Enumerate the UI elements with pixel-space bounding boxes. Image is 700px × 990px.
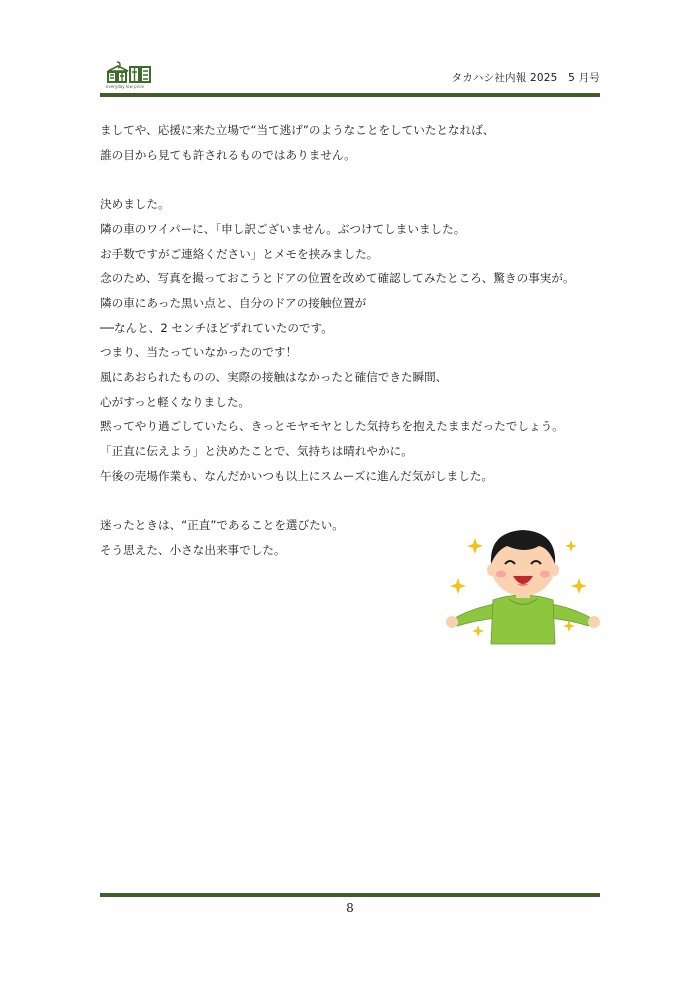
body-blank-line [100,167,605,192]
happy-man-illustration [443,520,603,650]
body-line: 午後の売場作業も、なんだかいつも以上にスムーズに進んだ気がしました。 [100,468,494,483]
body-line: 念のため、写真を撮っておこうとドアの位置を改めて確認してみたところ、驚きの事実が。 [100,271,575,286]
body-line: そう思えた、小さな出来事でした。 [100,542,286,557]
body-line: 隣の車にあった黒い点と、自分のドアの接触位置が [100,295,367,310]
page-number: 8 [346,901,354,915]
article-body [100,118,605,563]
body-line: 風にあおられたものの、実際の接触はなかったと確信できた瞬間、 [100,370,448,385]
body-line: ましてや、応援に来た立場で“当て逃げ”のようなことをしていたとなれば、 [100,123,495,137]
body-line: 黙ってやり過ごしていたら、きっとモヤモヤとした気持ちを抱えたままだったでしょう。 [100,419,564,434]
header-rule [100,93,600,97]
footer-rule [100,893,600,897]
newsletter-title: タカハシ社内報 2025 5 月号 [451,72,600,84]
body-line: 「正直に伝えよう」と決めたことで、気持ちは晴れやかに。 [100,444,413,459]
body-line: 隣の車のワイパーに、「申し訳ございません。ぶつけてしまいました。 [100,221,466,236]
logo-tagline: everyday low price [106,84,144,89]
company-logo [106,60,152,90]
body-line: 決めました。 [100,197,170,212]
body-line: 迷ったときは、“正直”であることを選びたい。 [100,518,344,533]
body-line: ──なんと、2 センチほどずれていたのです。 [100,320,333,335]
body-line: 心がすっと軽くなりました。 [100,394,251,409]
body-blank-line [100,489,605,514]
body-line: つまり、当たっていなかったのです！ [100,345,298,360]
body-line: 誰の目から見ても許されるものではありません。 [100,147,356,162]
body-line: お手数ですがご連絡ください」とメモを挟みました。 [100,246,379,261]
